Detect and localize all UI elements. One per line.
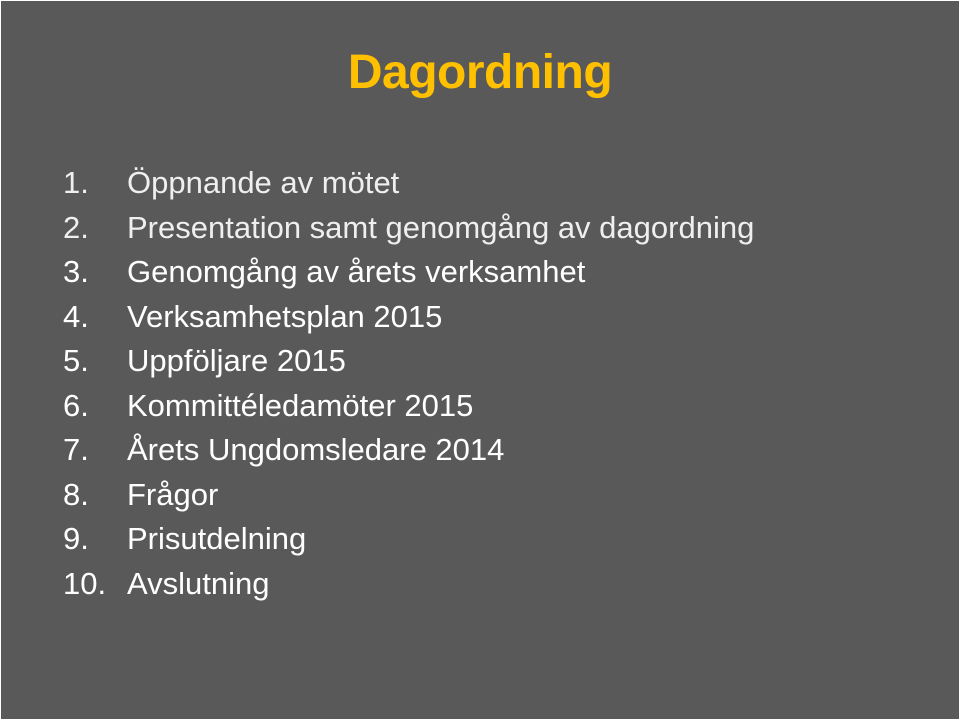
agenda-item-text: Öppnande av mötet <box>127 165 400 200</box>
agenda-item <box>1 295 959 340</box>
agenda-item <box>1 384 959 429</box>
agenda-item-text: Uppföljare 2015 <box>127 343 346 378</box>
agenda-item-number: 5. <box>63 343 89 378</box>
slide <box>1 1 959 719</box>
agenda-item-number: 4. <box>63 298 89 334</box>
agenda-item <box>1 161 959 206</box>
agenda-item-text: Genomgång av årets verksamhet <box>127 254 586 289</box>
agenda-list <box>1 161 959 606</box>
agenda-item-number: 2. <box>63 209 89 245</box>
agenda-item-number: 6. <box>63 387 89 423</box>
agenda-item-text: Kommittéledamöter 2015 <box>127 387 474 423</box>
agenda-item-number: 10. <box>63 565 107 601</box>
agenda-item-number: 1. <box>63 165 89 200</box>
agenda-item-number: 3. <box>63 254 89 289</box>
agenda-item-number: 7. <box>63 432 89 467</box>
agenda-item <box>1 428 959 473</box>
agenda-item-text: Presentation samt genomgång av dagordning <box>127 209 755 245</box>
slide-title: Dagordning <box>347 46 613 99</box>
agenda-item-text: Avslutning <box>127 565 270 601</box>
agenda-item-text: Frågor <box>127 476 219 512</box>
agenda-item-number: 9. <box>63 521 89 556</box>
agenda-item <box>1 250 959 295</box>
agenda-item <box>1 517 959 562</box>
agenda-item <box>1 473 959 518</box>
agenda-item <box>1 206 959 251</box>
agenda-item-text: Verksamhetsplan 2015 <box>127 298 443 334</box>
agenda-item-text: Prisutdelning <box>127 521 307 556</box>
agenda-item <box>1 562 959 607</box>
agenda-item <box>1 339 959 384</box>
agenda-item-text: Årets Ungdomsledare 2014 <box>127 432 505 467</box>
agenda-item-number: 8. <box>63 476 89 512</box>
